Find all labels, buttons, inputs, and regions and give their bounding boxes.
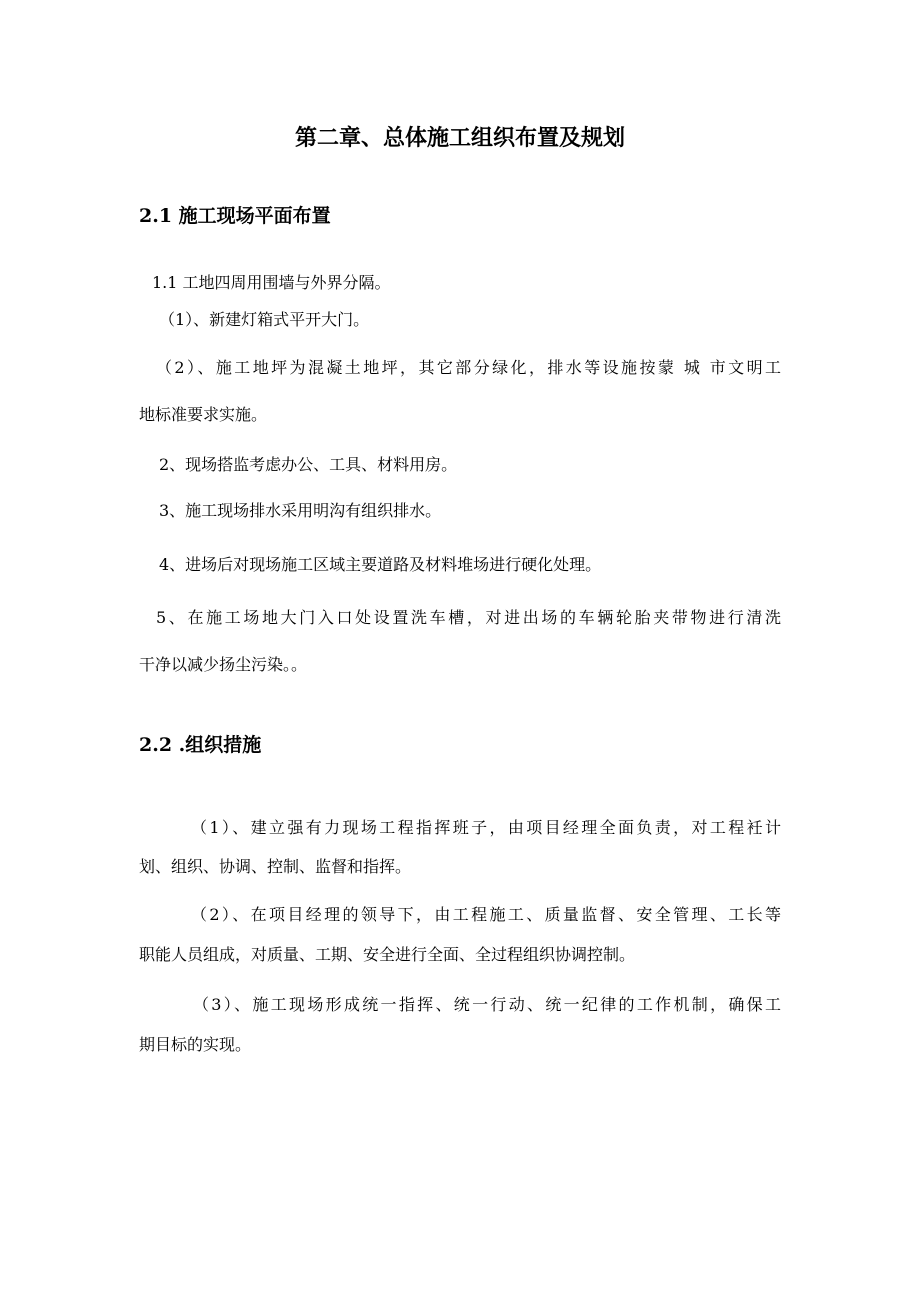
paragraph-line: （3）、施工现场形成统一指挥、统一行动、统一纪律的工作机制，确保工 [193,995,781,1014]
paragraph-line: 划、组织、协调、控制、监督和指挥。 [139,857,412,876]
section-heading-2-2: 2.2 .组织措施 [139,734,262,756]
section-heading-2-1: 2.1 施工现场平面布置 [139,205,331,227]
chapter-title: 第二章、总体施工组织布置及规划 [294,125,625,151]
paragraph-line: 干净以减少扬尘污染。。 [139,655,308,674]
paragraph-line: 2、现场搭监考虑办公、工具、材料用房。 [159,455,458,474]
paragraph-line: （1）、建立强有力现场工程指挥班子，由项目经理全面负责，对工程衽计 [191,818,781,837]
paragraph-line: 3、施工现场排水采用明沟有组织排水。 [159,501,442,520]
paragraph-line: （1）、新建灯箱式平开大门。 [159,310,370,329]
paragraph-line: 期目标的实现。 [139,1035,252,1054]
paragraph-line: 1.1 工地四周用围墙与外界分隔。 [152,273,391,292]
paragraph-line: 地标准要求实施。 [139,405,268,424]
paragraph-line: 职能人员组成，对质量、工期、安全进行全面、全过程组织协调控制。 [139,945,636,964]
paragraph-line: （2）、施工地坪为混凝土地坪，其它部分绿化，排水等设施按蒙 城 市文明工 [156,358,781,377]
paragraph-line: 5、在施工场地大门入口处设置洗车槽，对进出场的车辆轮胎夹带物进行清洗 [156,608,781,627]
paragraph-line: （2）、在项目经理的领导下，由工程施工、质量监督、安全管理、工长等 [191,905,781,924]
paragraph-line: 4、进场后对现场施工区域主要道路及材料堆场进行硬化处理。 [159,555,602,574]
